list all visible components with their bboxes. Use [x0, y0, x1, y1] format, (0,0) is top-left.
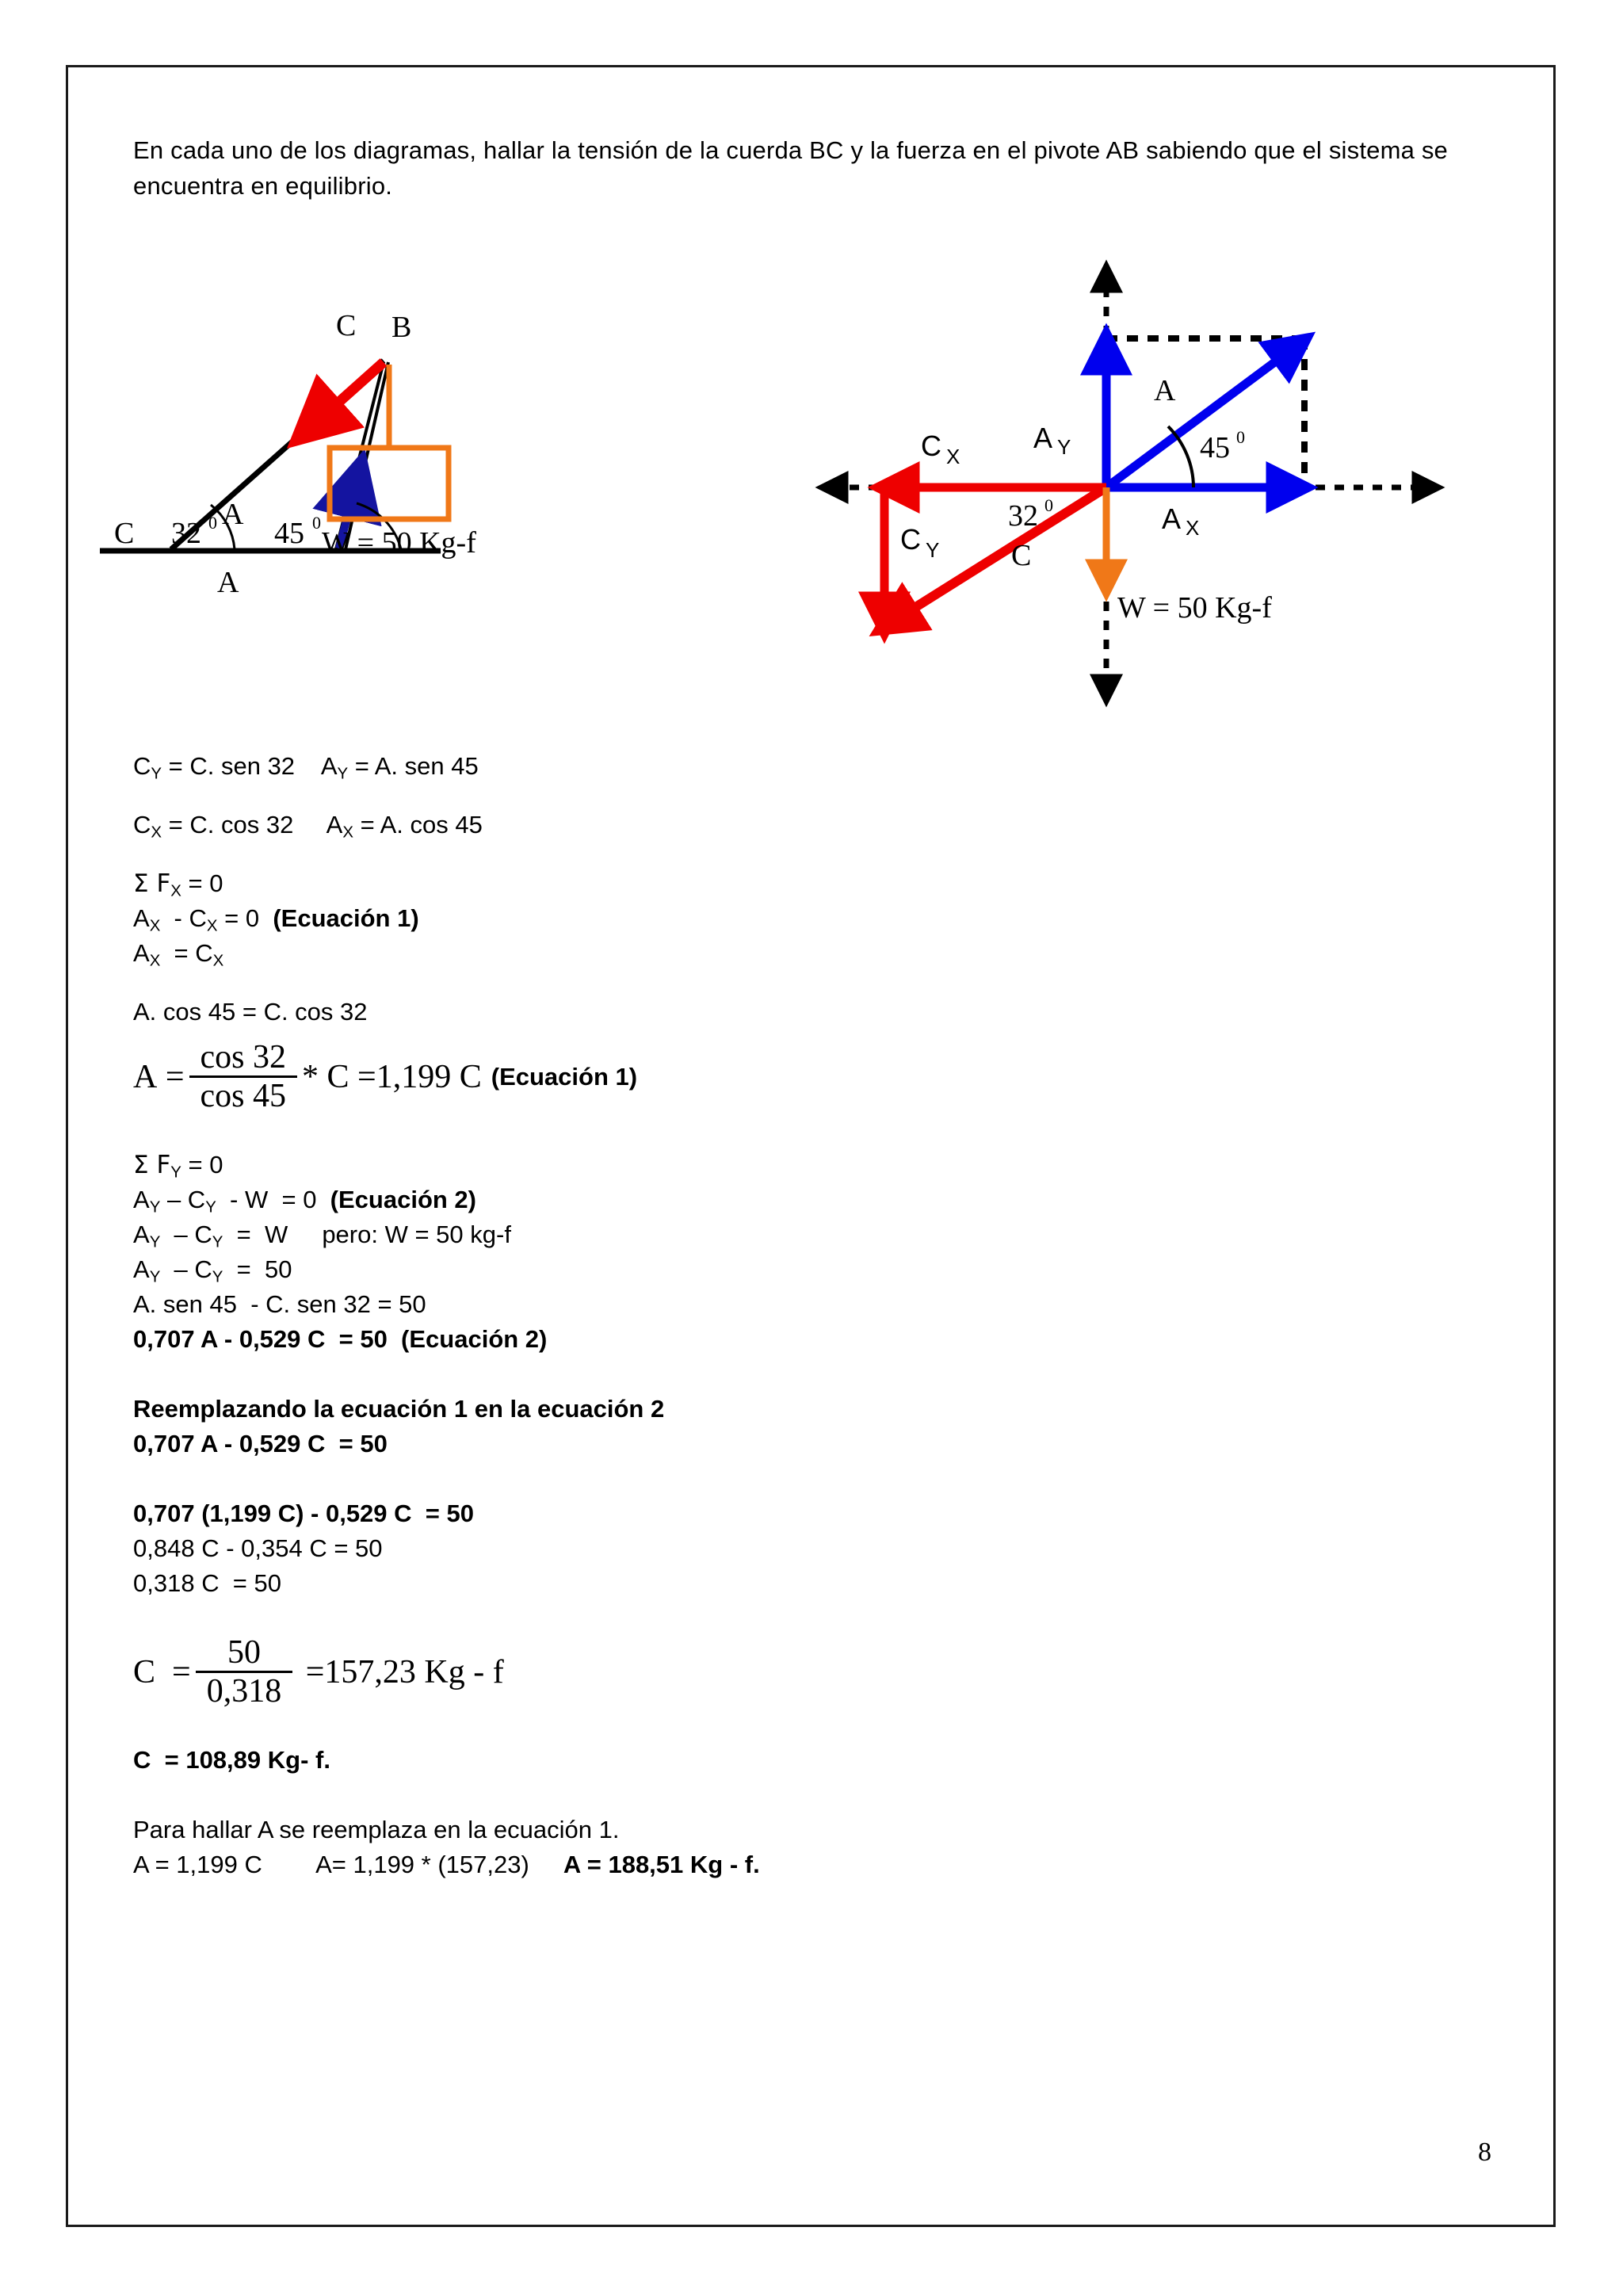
eq1d-tag: (Ecuación 1) [491, 1063, 638, 1091]
sum-fy-sub: Y [170, 1163, 181, 1182]
label-c-x-sub: X [946, 445, 960, 468]
sum-fx-sub: X [170, 881, 181, 900]
result-a: A = 188,51 Kg - f. [563, 1851, 760, 1878]
eq1-c-sub: X [206, 916, 218, 935]
label-weight-right: W = 50 Kg-f [1117, 591, 1272, 625]
ay-lhs: A [320, 752, 338, 780]
ax-sub: X [342, 823, 353, 842]
spacer-8 [133, 1601, 1496, 1636]
heading-substitution: Reemplazando la ecuación 1 en la ecuación 2 [133, 1395, 665, 1423]
line-sub-4: 0,318 C = 50 [133, 1569, 281, 1597]
line-cos-identity: A. cos 45 = C. cos 32 [133, 998, 368, 1026]
label-c-x: C [921, 430, 941, 462]
ax-lhs: A [326, 811, 343, 839]
eq1d-numerator: cos 32 [200, 1039, 287, 1075]
eq1d-equals: = [357, 1058, 376, 1095]
label-weight-left: W = 50 Kg-f [322, 526, 476, 560]
cd-fraction [196, 1636, 293, 1708]
label-a-y: A [1033, 422, 1053, 454]
fy2-c-sub: Y [212, 1232, 223, 1251]
figures-row [68, 218, 1553, 709]
cy-sub: Y [151, 764, 162, 783]
spacer-1 [133, 784, 1496, 808]
eq1d-fraction [189, 1041, 298, 1113]
ay-rhs: = A. sen 45 [348, 752, 479, 780]
fy1-c-sub: Y [205, 1198, 216, 1217]
line-sub-1: 0,707 A - 0,529 C = 50 [133, 1430, 388, 1457]
line-ax-equals-cx [133, 936, 1496, 971]
eq1d-result: 1,199 [376, 1058, 452, 1095]
eq2-c-sub: X [212, 951, 224, 970]
label-a-x-sub: X [1186, 516, 1200, 540]
fy2-a: A [133, 1221, 150, 1248]
fy3-mid: – C [160, 1255, 212, 1283]
result-c: C = 108,89 Kg- f. [133, 1746, 330, 1774]
sum-fx-sigma: Σ F [133, 869, 171, 898]
label-ground-a: A [217, 566, 239, 599]
solution-body [133, 749, 1496, 1882]
cd-eq: = [172, 1653, 191, 1690]
label-angle-45-degree: 0 [312, 513, 321, 533]
spacer-4 [133, 1030, 1496, 1041]
fy1-mid: – C [160, 1186, 206, 1213]
sum-fx-tail: = 0 [181, 869, 223, 897]
eq1d-unit: C [459, 1058, 482, 1095]
page-number: 8 [1478, 2137, 1491, 2167]
equation-1-display [133, 1041, 1496, 1113]
vector-c [889, 487, 1106, 624]
cy-lhs: C [133, 752, 151, 780]
cx-lhs: C [133, 811, 151, 839]
cy-rhs: = C. sen 32 [162, 752, 296, 780]
label-angle-45: 45 [274, 517, 304, 550]
eq1-mid: - C [160, 904, 207, 932]
line-equation-2 [133, 1182, 1496, 1217]
intro-paragraph: En cada uno de los diagramas, hallar la tensión de la cuerda BC y la fuerza en el pivote AB sabiendo que el sistema se encuentra en equilibrio. [133, 136, 1448, 200]
fy1-tail: - W = 0 [216, 1186, 330, 1213]
line-ay-minus-cy-50 [133, 1252, 1496, 1287]
eq1d-denominator: cos 45 [200, 1078, 287, 1114]
eq1-a-sub: X [149, 916, 161, 935]
label-angle-32-right-degree: 0 [1044, 495, 1053, 515]
final-step-b: A= 1,199 * (157,23) [315, 1851, 529, 1878]
fy1-a: A [133, 1186, 150, 1213]
cd-denominator: 0,318 [206, 1673, 282, 1710]
line-sub-3: 0,848 C - 0,354 C = 50 [133, 1534, 383, 1562]
sum-fy-sigma: Σ F [133, 1151, 171, 1179]
line-equation-2-numeric: 0,707 A - 0,529 C = 50 (Ecuación 2) [133, 1325, 548, 1353]
eq1d-eq: = [165, 1058, 185, 1095]
rope-force-arrow [310, 362, 384, 428]
line-cy-ay [133, 749, 1496, 784]
line-sum-fx-header [133, 866, 1496, 901]
fy3-a: A [133, 1255, 150, 1283]
line-sub-2: 0,707 (1,199 C) - 0,529 C = 50 [133, 1499, 474, 1527]
label-strut-a-upper: A [222, 498, 244, 531]
spacer-10 [133, 1778, 1496, 1813]
spacer-7 [133, 1461, 1496, 1496]
fy2-mid: – C [160, 1221, 212, 1248]
label-a-x: A [1162, 502, 1182, 535]
fy1-a-sub: Y [149, 1198, 161, 1217]
line-final-a [133, 1847, 1496, 1882]
spacer-6 [133, 1357, 1496, 1392]
vector-a [1106, 345, 1298, 487]
document-page [66, 65, 1556, 2227]
eq2-mid: = C [160, 939, 213, 967]
eq1-label: (Ecuación 1) [273, 904, 419, 932]
spacer-3 [133, 971, 1496, 995]
fy2-a-sub: Y [149, 1232, 161, 1251]
spacer-2 [133, 842, 1496, 866]
eq1-a: A [133, 904, 150, 932]
eq1d-times-c: * C [302, 1058, 349, 1095]
final-step-a: A = 1,199 C [133, 1851, 262, 1878]
label-vector-a: A [1154, 374, 1176, 407]
label-a-y-sub: Y [1057, 435, 1071, 459]
heading-find-a: Para hallar A se reemplaza en la ecuación 1. [133, 1816, 620, 1843]
label-rope-c: C [336, 309, 357, 342]
eq2-a: A [133, 939, 150, 967]
cd-equals: = [305, 1653, 325, 1690]
label-c-y: C [900, 523, 921, 556]
fy1-label: (Ecuación 2) [330, 1186, 476, 1213]
label-angle-32-degree: 0 [208, 513, 217, 533]
figure-structure-diagram [84, 218, 718, 662]
line-sum-fy-header [133, 1148, 1496, 1182]
line-equation-1 [133, 901, 1496, 936]
cx-rhs: = C. cos 32 [162, 811, 294, 839]
c-value-display [133, 1636, 1496, 1708]
cd-lhs: C [133, 1653, 156, 1690]
fy3-c-sub: Y [212, 1267, 223, 1286]
eq1-tail: = 0 [217, 904, 273, 932]
label-angle-32: 32 [171, 517, 201, 550]
line-sen-expansion: A. sen 45 - C. sen 32 = 50 [133, 1290, 426, 1318]
label-c-y-sub: Y [926, 538, 940, 562]
spacer-5 [133, 1113, 1496, 1148]
ay-sub: Y [337, 764, 349, 783]
figure-free-body-diagram [781, 218, 1495, 709]
label-angle-45-right: 45 [1200, 431, 1230, 464]
fy3-a-sub: Y [149, 1267, 161, 1286]
ax-rhs: = A. cos 45 [353, 811, 483, 839]
eq2-a-sub: X [149, 951, 161, 970]
fy3-tail: = 50 [223, 1255, 292, 1283]
line-ay-minus-cy-w [133, 1217, 1496, 1252]
cd-numerator: 50 [227, 1634, 261, 1671]
label-ground-c: C [114, 517, 135, 550]
label-point-b: B [391, 311, 412, 344]
label-vector-c: C [1011, 539, 1032, 572]
cx-sub: X [151, 823, 162, 842]
line-cx-ax [133, 808, 1496, 842]
fy2-tail: = W pero: W = 50 kg-f [223, 1221, 511, 1248]
eq1d-lhs: A [133, 1058, 158, 1095]
sum-fy-tail: = 0 [181, 1151, 223, 1179]
label-angle-32-right: 32 [1008, 499, 1038, 533]
label-angle-45-right-degree: 0 [1236, 427, 1245, 447]
cd-result: 157,23 [324, 1653, 416, 1690]
cd-unit: Kg - f [424, 1653, 504, 1690]
spacer-9 [133, 1708, 1496, 1743]
